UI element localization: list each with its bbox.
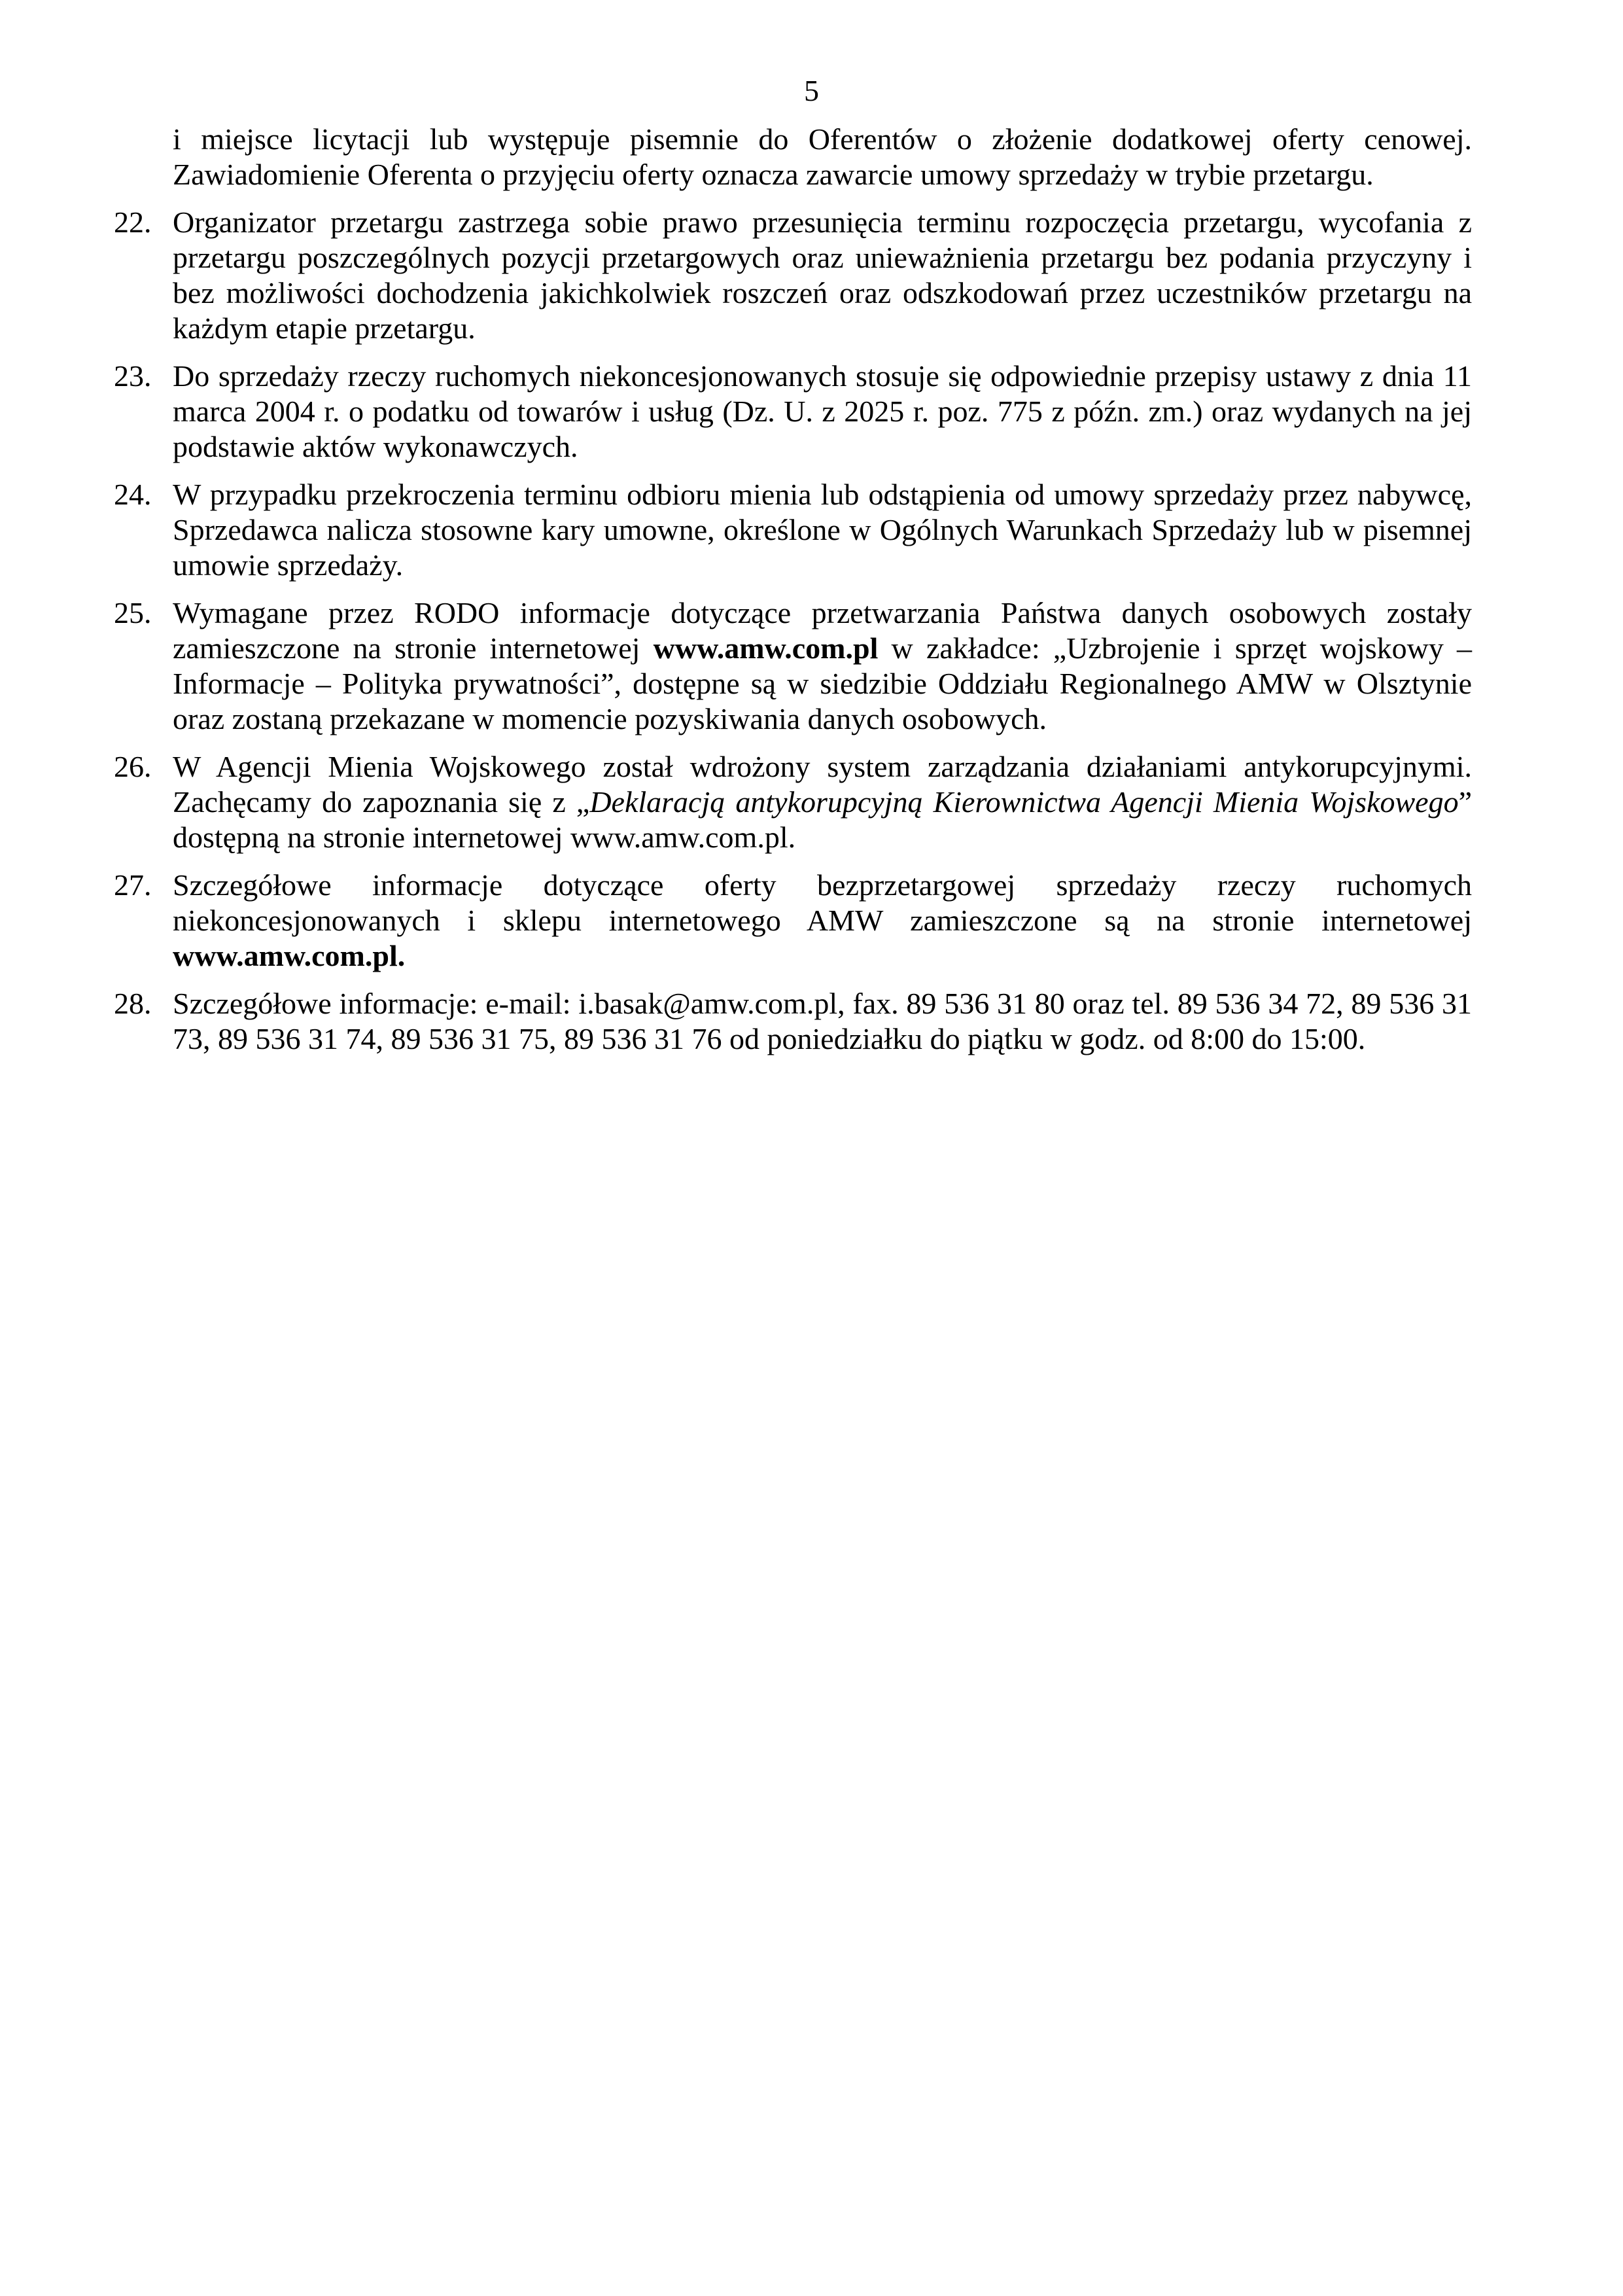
declaration-title: Deklaracją antykorupcyjną Kierownictwa Agencji Mienia Wojskowego: [589, 785, 1459, 819]
page-number: 5: [804, 74, 819, 107]
item-number: 25.: [114, 596, 152, 629]
item-number: 22.: [114, 205, 152, 239]
item-text: [173, 868, 1472, 974]
item-text: [173, 749, 1472, 855]
item-number: 26.: [114, 750, 152, 783]
item-text: W przypadku przekroczenia terminu odbioru mienia lub odstąpienia od umowy sprzedaży przez nabywcę, Sprzedawca nalicza stosowne kary umowne, określone w Ogólnych Warunkach Sprzedaży lub w pisemnej umowie sprzedaży.: [173, 478, 1472, 582]
list-item-26: [114, 749, 1472, 855]
item-text: [173, 595, 1472, 737]
item-text: Szczegółowe informacje: e-mail: i.basak@amw.com.pl, fax. 89 536 31 80 oraz tel. 89 536 34 72, 89 536 31 73, 89 536 31 74, 89 536 31 75, 89 536 31 76 od poniedziałku do piątku w godz. od 8:00 do 15:00.: [173, 987, 1472, 1055]
list-item-22: [114, 205, 1472, 346]
list-item-28: [114, 986, 1472, 1057]
website-link[interactable]: www.amw.com.pl.: [173, 939, 406, 972]
item-number: 23.: [114, 359, 152, 393]
list-item-24: [114, 477, 1472, 583]
item-text-before: Wymagane przez RODO informacje dotyczące przetwarzania Państwa danych osobowych zostały zamieszczone na stronie internetowej: [173, 596, 1472, 665]
item-number: 27.: [114, 868, 152, 902]
continuation-paragraph: i miejsce licytacji lub występuje pisemnie do Oferentów o złożenie dodatkowej oferty cenowej. Zawiadomienie Oferenta o przyjęciu oferty oznacza zawarcie umowy sprzedaży w trybie przetargu.: [173, 122, 1472, 191]
list-item-23: [114, 359, 1472, 465]
item-text: Do sprzedaży rzeczy ruchomych niekoncesjonowanych stosuje się odpowiednie przepisy ustawy z dnia 11 marca 2004 r. o podatku od towarów i usług (Dz. U. z 2025 r. poz. 775 z późn. zm.) oraz wydanych na jej podstawie aktów wykonawczych.: [173, 359, 1472, 463]
item-number: 28.: [114, 987, 152, 1020]
item-text-before: W Agencji Mienia Wojskowego został wdrożony system zarządzania działaniami antykorupcyjnymi. Zachęcamy do zapoznania się z „: [173, 750, 1472, 819]
item-number: 24.: [114, 478, 152, 511]
item-text-after: w zakładce: „Uzbrojenie i sprzęt wojskowy – Informacje – Polityka prywatności”, dostępne są w siedzibie Oddziału Regionalnego AMW w Olsztynie oraz zostaną przekazane w momencie pozyskiwania danych osobowych.: [173, 631, 1473, 735]
document-body: [114, 122, 1472, 1057]
list-item-27: [114, 868, 1472, 974]
website-link[interactable]: www.amw.com.pl: [653, 631, 879, 665]
item-text: Organizator przetargu zastrzega sobie prawo przesunięcia terminu rozpoczęcia przetargu, wycofania z przetargu poszczególnych pozycji przetargowych oraz unieważnienia przetargu bez podania przyczyny i bez możliwości dochodzenia jakichkolwiek roszczeń oraz odszkodowań przez uczestników przetargu na każdym etapie przetargu.: [173, 205, 1472, 345]
item-text-before: Szczegółowe informacje dotyczące oferty bezprzetargowej sprzedaży rzeczy ruchomych niekoncesjonowanych i sklepu internetowego AMW zamieszczone są na stronie internetowej: [173, 868, 1472, 937]
list-item-25: [114, 595, 1472, 737]
item-text-after: ” dostępną na stronie internetowej www.amw.com.pl.: [173, 785, 1473, 854]
